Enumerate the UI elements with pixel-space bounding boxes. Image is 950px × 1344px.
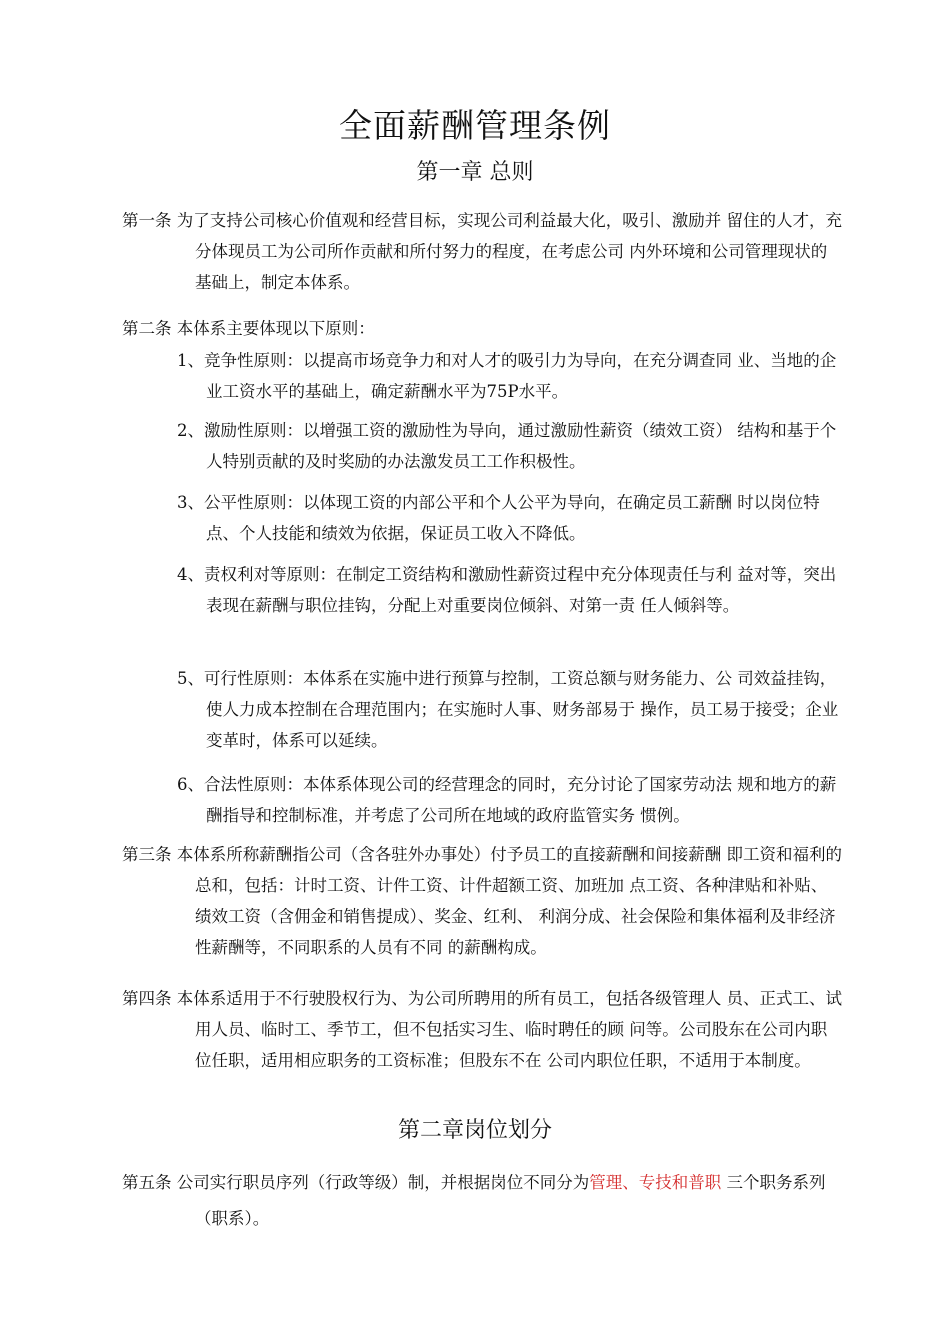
principle-3: 3、公平性原则：以体现工资的内部公平和个人公平为导向，在确定员工薪酬 时以岗位特点、个人技能和绩效为依据，保证员工收入不降低。 — [177, 493, 820, 543]
article-5-text-after: 三个职务系列（职系）。 — [195, 1173, 826, 1228]
article-1: 第一条 为了支持公司核心价值观和经营目标，实现公司利益最大化，吸引、激励并 留住的人才，充分体现员工为公司所作贡献和所付努力的程度，在考虑公司 内外环境和公司管理现状的基础上，制定本体系。 — [122, 211, 842, 292]
chapter-1-heading: 第一章 总则 — [416, 160, 534, 185]
principle-5: 5、可行性原则：本体系在实施中进行预算与控制，工资总额与财务能力、公 司效益挂钩，使人力成本控制在合理范围内；在实施时人事、财务部易于 操作，员工易于接受；企业变革时，体系可以延续。 — [177, 669, 839, 750]
article-5 — [122, 1165, 842, 1237]
principle-4: 4、责权利对等原则：在制定工资结构和激励性薪资过程中充分体现责任与利 益对等，突出表现在薪酬与职位挂钩，分配上对重要岗位倾斜、对第一责 任人倾斜等。 — [177, 565, 837, 615]
article-3: 第三条 本体系所称薪酬指公司（含各驻外办事处）付予员工的直接薪酬和间接薪酬 即工资和福利的总和，包括：计时工资、计件工资、计件超额工资、加班加 点工资、各种津贴和补贴、绩效工资（含佣金和销售提成）、奖金、红利、 利润分成、社会保险和集体福利及非经济性薪酬等，不同职系的人员有不同 的薪酬构成。 — [122, 845, 842, 957]
principle-2: 2、激励性原则：以增强工资的激励性为导向，通过激励性薪资（绩效工资） 结构和基于个人特别贡献的及时奖励的办法激发员工工作积极性。 — [177, 421, 837, 471]
chapter-2-heading: 第二章岗位划分 — [397, 1118, 552, 1143]
principle-6: 6、合法性原则：本体系体现公司的经营理念的同时，充分讨论了国家劳动法 规和地方的薪酬指导和控制标准，并考虑了公司所在地域的政府监管实务 惯例。 — [177, 775, 837, 825]
article-4: 第四条 本体系适用于不行驶股权行为、为公司所聘用的所有员工，包括各级管理人 员、正式工、试用人员、临时工、季节工，但不包括实习生、临时聘任的顾 问等。公司股东在公司内职位任职，适用相应职务的工资标准；但股东不在 公司内职位任职，不适用于本制度。 — [122, 989, 842, 1070]
article-5-highlight: 管理、专技和普职 — [589, 1173, 722, 1192]
article-2: 第二条 本体系主要体现以下原则： — [122, 319, 375, 338]
document-title: 全面薪酬管理条例 — [339, 106, 611, 145]
article-5-text-before: 第五条 公司实行职员序列（行政等级）制，并根据岗位不同分为 — [122, 1173, 590, 1192]
principle-1: 1、竞争性原则：以提高市场竞争力和对人才的吸引力为导向，在充分调查同 业、当地的企业工资水平的基础上，确定薪酬水平为75P水平。 — [177, 351, 837, 401]
